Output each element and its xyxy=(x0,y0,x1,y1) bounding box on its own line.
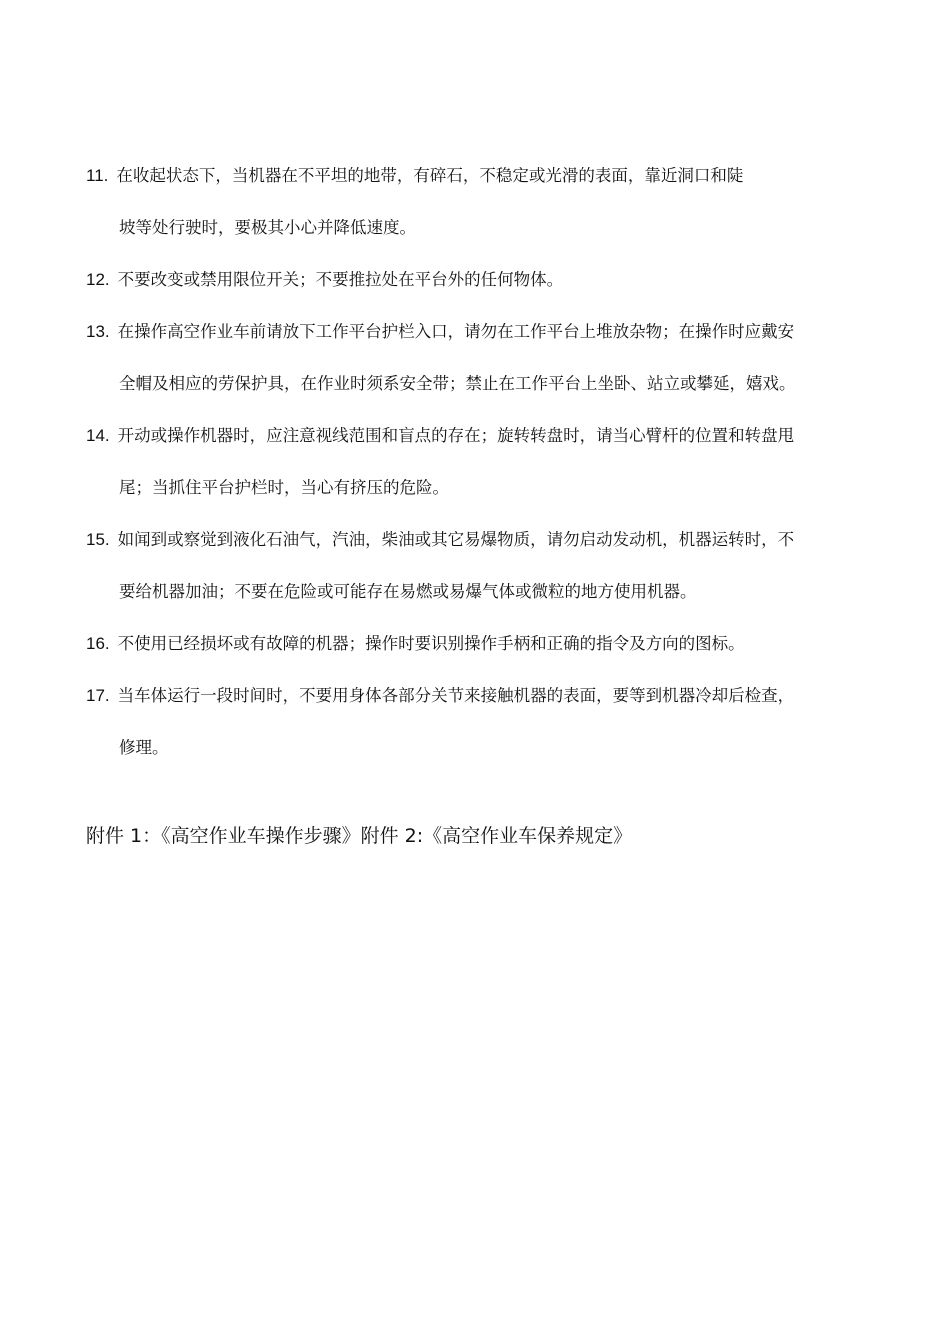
rule-number: 14. xyxy=(86,426,110,445)
rule-number: 12. xyxy=(86,270,110,289)
rule-text: 在操作高空作业车前请放下工作平台护栏入口，请勿在工作平台上堆放杂物；在操作时应戴安 xyxy=(117,322,795,341)
rule-line xyxy=(86,410,876,462)
rule-text: 修理。 xyxy=(119,738,169,757)
rule-line xyxy=(86,254,876,306)
rule-text: 在收起状态下，当机器在不平坦的地带，有碎石，不稳定或光滑的表面，靠近洞口和陡 xyxy=(116,166,744,185)
rule-item-13 xyxy=(86,306,876,410)
rule-line xyxy=(86,670,876,722)
rule-line xyxy=(86,722,876,774)
attachments-line xyxy=(86,818,632,854)
rule-item-16 xyxy=(86,618,876,670)
rule-text: 不使用已经损坏或有故障的机器；操作时要识别操作手柄和正确的指令及方向的图标。 xyxy=(117,634,745,653)
attachment-2: 附件 2:《高空作业车保养规定》 xyxy=(360,825,633,847)
rule-line xyxy=(86,566,876,618)
rule-number: 17. xyxy=(86,686,110,705)
rule-line xyxy=(86,462,876,514)
rule-text: 开动或操作机器时，应注意视线范围和盲点的存在；旋转转盘时，请当心臂杆的位置和转盘甩 xyxy=(117,426,795,445)
rule-item-12 xyxy=(86,254,876,306)
rule-text: 不要改变或禁用限位开关；不要推拉处在平台外的任何物体。 xyxy=(117,270,564,289)
rule-text: 坡等处行驶时，要极其小心并降低速度。 xyxy=(119,218,416,237)
rule-line xyxy=(86,202,876,254)
attachment-1: 附件 1：《高空作业车操作步骤》 xyxy=(86,825,361,847)
rule-number: 16. xyxy=(86,634,110,653)
safety-rules-list xyxy=(86,150,876,774)
rule-line xyxy=(86,306,876,358)
rule-number: 13. xyxy=(86,322,110,341)
rule-text: 当车体运行一段时间时，不要用身体各部分关节来接触机器的表面，要等到机器冷却后检查， xyxy=(117,686,795,705)
rule-number: 11. xyxy=(86,166,109,185)
rule-line xyxy=(86,358,876,410)
rule-item-11 xyxy=(86,150,876,254)
rule-text: 尾；当抓住平台护栏时，当心有挤压的危险。 xyxy=(119,478,449,497)
rule-line xyxy=(86,618,876,670)
rule-item-17 xyxy=(86,670,876,774)
rule-line xyxy=(86,150,876,202)
rule-number: 15. xyxy=(86,530,110,549)
rule-text: 要给机器加油；不要在危险或可能存在易燃或易爆气体或微粒的地方使用机器。 xyxy=(119,582,697,601)
rule-item-14 xyxy=(86,410,876,514)
rule-item-15 xyxy=(86,514,876,618)
rule-text: 如闻到或察觉到液化石油气，汽油，柴油或其它易爆物质，请勿启动发动机，机器运转时，不 xyxy=(117,530,795,549)
rule-line xyxy=(86,514,876,566)
rule-text: 全帽及相应的劳保护具，在作业时须系安全带；禁止在工作平台上坐卧、站立或攀延，嬉戏。 xyxy=(119,374,796,393)
